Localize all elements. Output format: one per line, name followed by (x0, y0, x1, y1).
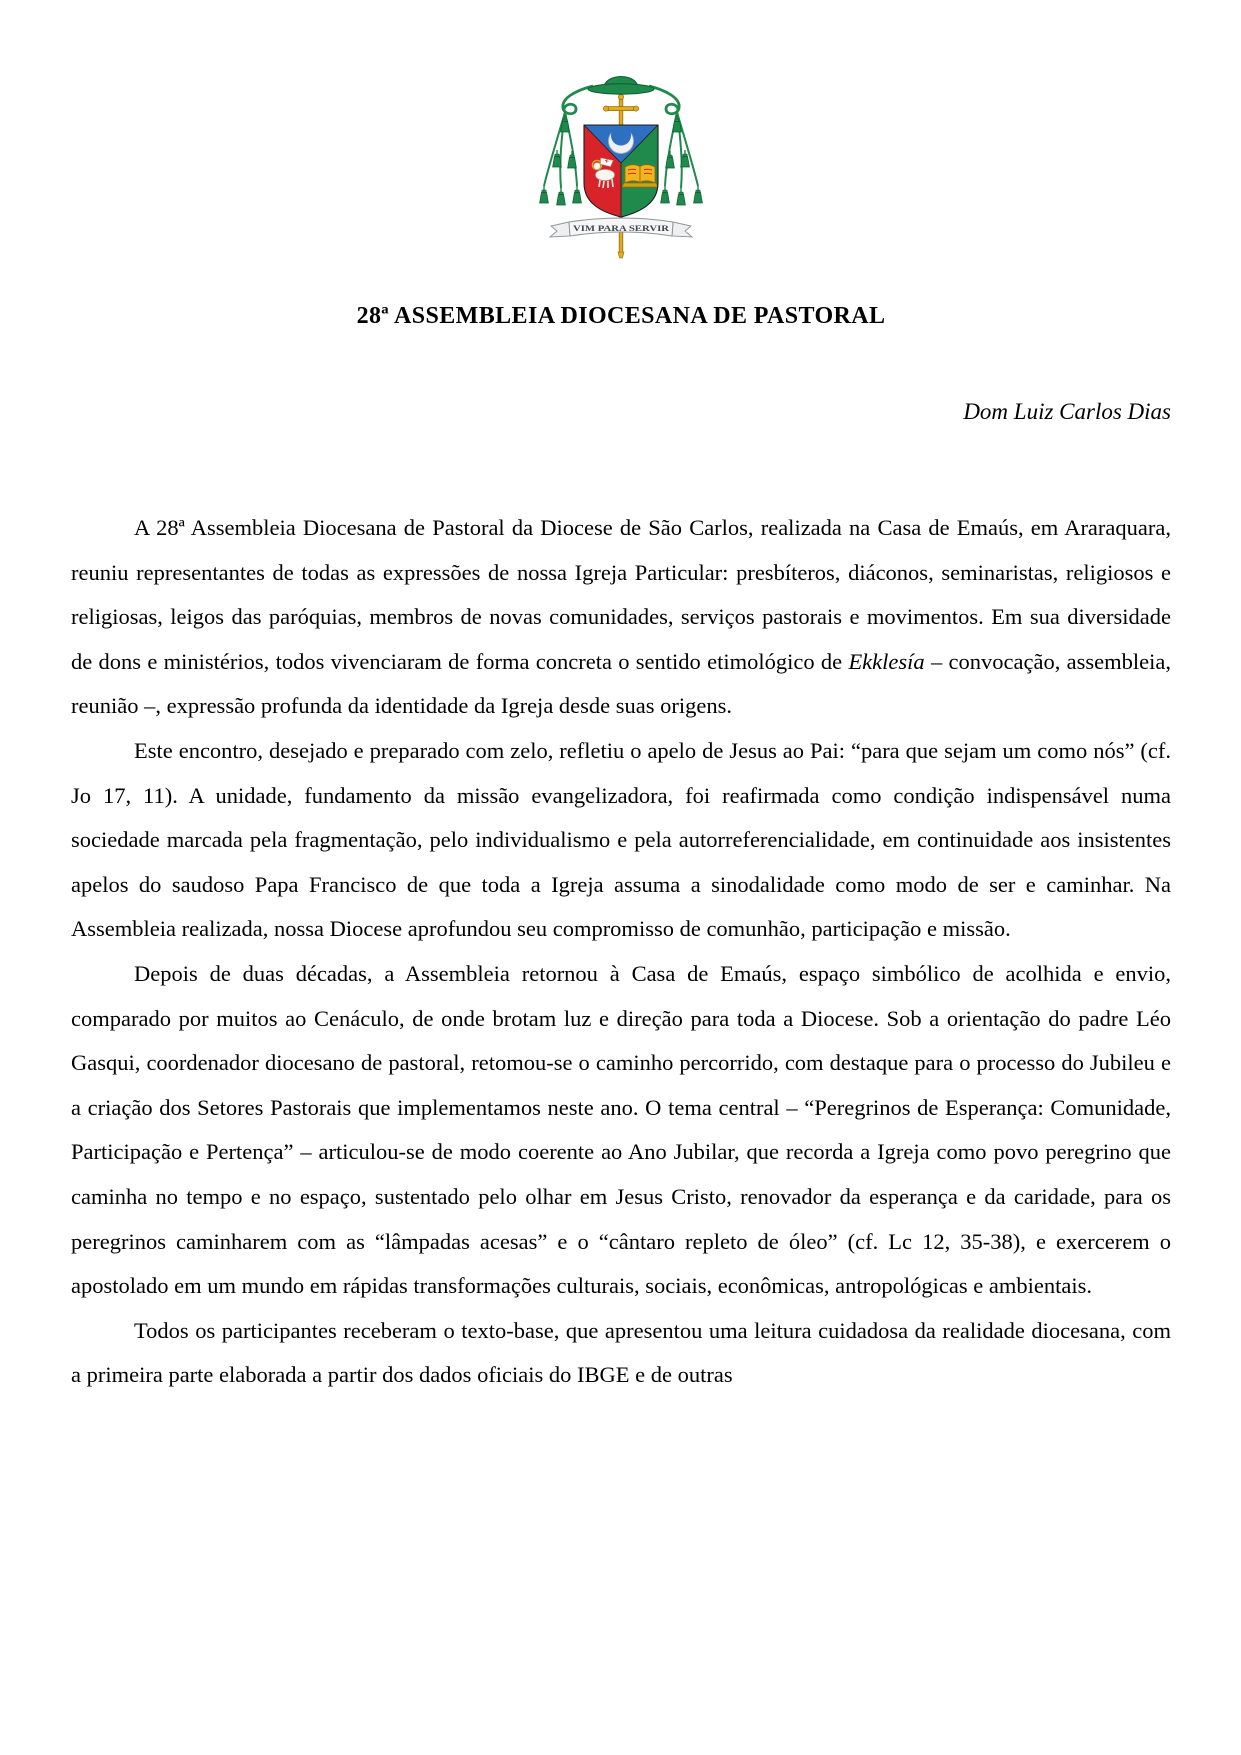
motto-text: VIM PARA SERVIR (572, 224, 669, 233)
text-run: Este encontro, desejado e preparado com zelo, refletiu o apelo de Jesus ao Pai: “para que sejam um como nós” (cf. Jo 17, 11). A unidade, fundamento da missão evangelizadora, foi reafirmada como condição indispensável numa sociedade marcada pela fragmentação, pelo individualismo e pela autorreferencialidade, em continuidade aos insistentes apelos do saudoso Papa Francisco de que toda a Igreja assuma a sinodalidade como modo de ser e caminhar. Na Assembleia realizada, nossa Diocese aprofundou seu compromisso de comunhão, participação e missão. (71, 737, 1171, 942)
galero-hat-icon (588, 77, 654, 95)
text-run: Depois de duas décadas, a Assembleia retornou à Casa de Emaús, espaço simbólico de acolhida e envio, comparado por muitos ao Cenáculo, de onde brotam luz e direção para toda a Diocese. Sob a orientação do padre Léo Gasqui, coordenador diocesano de pastoral, retomou-se o caminho percorrido, com destaque para o processo do Jubileu e a criação dos Setores Pastorais que implementamos neste ano. O tema central – “Peregrinos de Esperança: Comunidade, Participação e Pertença” – articulou-se de modo coerente ao Ano Jubilar, que recorda a Igreja como povo peregrino que caminha no tempo e no espaço, sustentado pelo olhar em Jesus Cristo, renovador da esperança e da caridade, para os peregrinos caminharem com as “lâmpadas acesas” e o “cântaro repleto de óleo” (cf. Lc 12, 35-38), e exercerem o apostolado em um mundo em rápidas transformações culturais, sociais, econômicas, antropológicas e ambientais. (71, 960, 1171, 1299)
diocesan-coat-of-arms (521, 70, 721, 260)
body-paragraph-3 (71, 952, 1171, 1309)
body-paragraph-2 (71, 729, 1171, 952)
italic-term: Ekklesía (848, 648, 925, 674)
document-title: 28ª ASSEMBLEIA DIOCESANA DE PASTORAL (356, 303, 886, 329)
open-book-icon (622, 165, 658, 187)
body-paragraph-1 (71, 506, 1171, 729)
body-paragraph-4 (71, 1309, 1171, 1398)
text-run: – convocação, assembleia, reunião –, expressão profunda da identidade da Igreja desde suas origens. (71, 648, 1171, 719)
author-byline: Dom Luiz Carlos Dias (963, 399, 1171, 424)
shield (581, 125, 661, 220)
text-run: Todos os participantes receberam o texto-base, que apresentou uma leitura cuidadosa da realidade diocesana, com a primeira parte elaborada a partir dos dados oficiais do IBGE e de outras (71, 1317, 1171, 1388)
text-run: A 28ª Assembleia Diocesana de Pastoral da Diocese de São Carlos, realizada na Casa de Emaús, em Araraquara, reuniu representantes de todas as expressões de nossa Igreja Particular: presbíteros, diáconos, seminaristas, religiosos e religiosas, leigos das paróquias, membros de novas comunidades, serviços pastorais e movimentos. Em sua diversidade de dons e ministérios, todos vivenciaram de forma concreta o sentido etimológico de (71, 515, 1171, 674)
document-body (71, 506, 1171, 1398)
